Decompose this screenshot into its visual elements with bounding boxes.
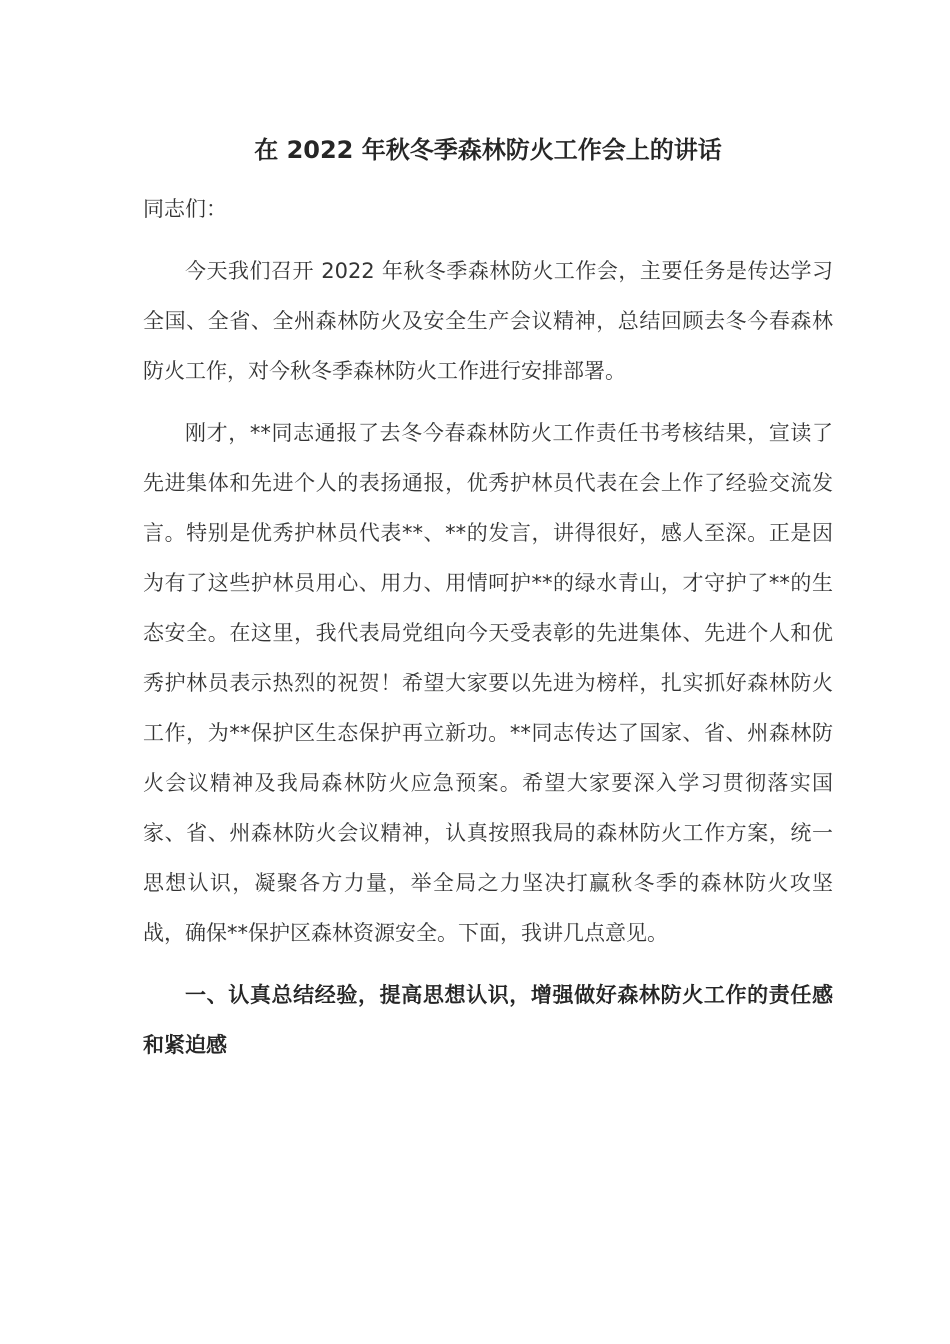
greeting-line: 同志们： [143, 197, 227, 221]
paragraph-intro: 今天我们召开 2022 年秋冬季森林防火工作会，主要任务是传达学习全国、全省、全州森林防火及安全生产会议精神，总结回顾去冬今春森林防火工作，对今秋冬季森林防火工作进行安排部署。 [143, 259, 833, 383]
document-title: 在 2022 年秋冬季森林防火工作会上的讲话 [254, 136, 722, 164]
document-body [143, 128, 833, 1082]
paragraph-review: 刚才，**同志通报了去冬今春森林防火工作责任书考核结果，宣读了先进集体和先进个人的表扬通报，优秀护林员代表在会上作了经验交流发言。特别是优秀护林员代表**、**的发言，讲得很好，感人至深。正是因为有了这些护林员用心、用力、用情呵护**的绿水青山，才守护了**的生态安全。在这里，我代表局党组向今天受表彰的先进集体、先进个人和优秀护林员表示热烈的祝贺！希望大家要以先进为榜样，扎实抓好森林防火工作，为**保护区生态保护再立新功。**同志传达了国家、省、州森林防火会议精神及我局森林防火应急预案。希望大家要深入学习贯彻落实国家、省、州森林防火会议精神，认真按照我局的森林防火工作方案，统一思想认识，凝聚各方力量，举全局之力坚决打赢秋冬季的森林防火攻坚战，确保**保护区森林资源安全。下面，我讲几点意见。 [143, 421, 833, 945]
section-heading-1: 一、认真总结经验，提高思想认识，增强做好森林防火工作的责任感和紧迫感 [143, 983, 833, 1057]
